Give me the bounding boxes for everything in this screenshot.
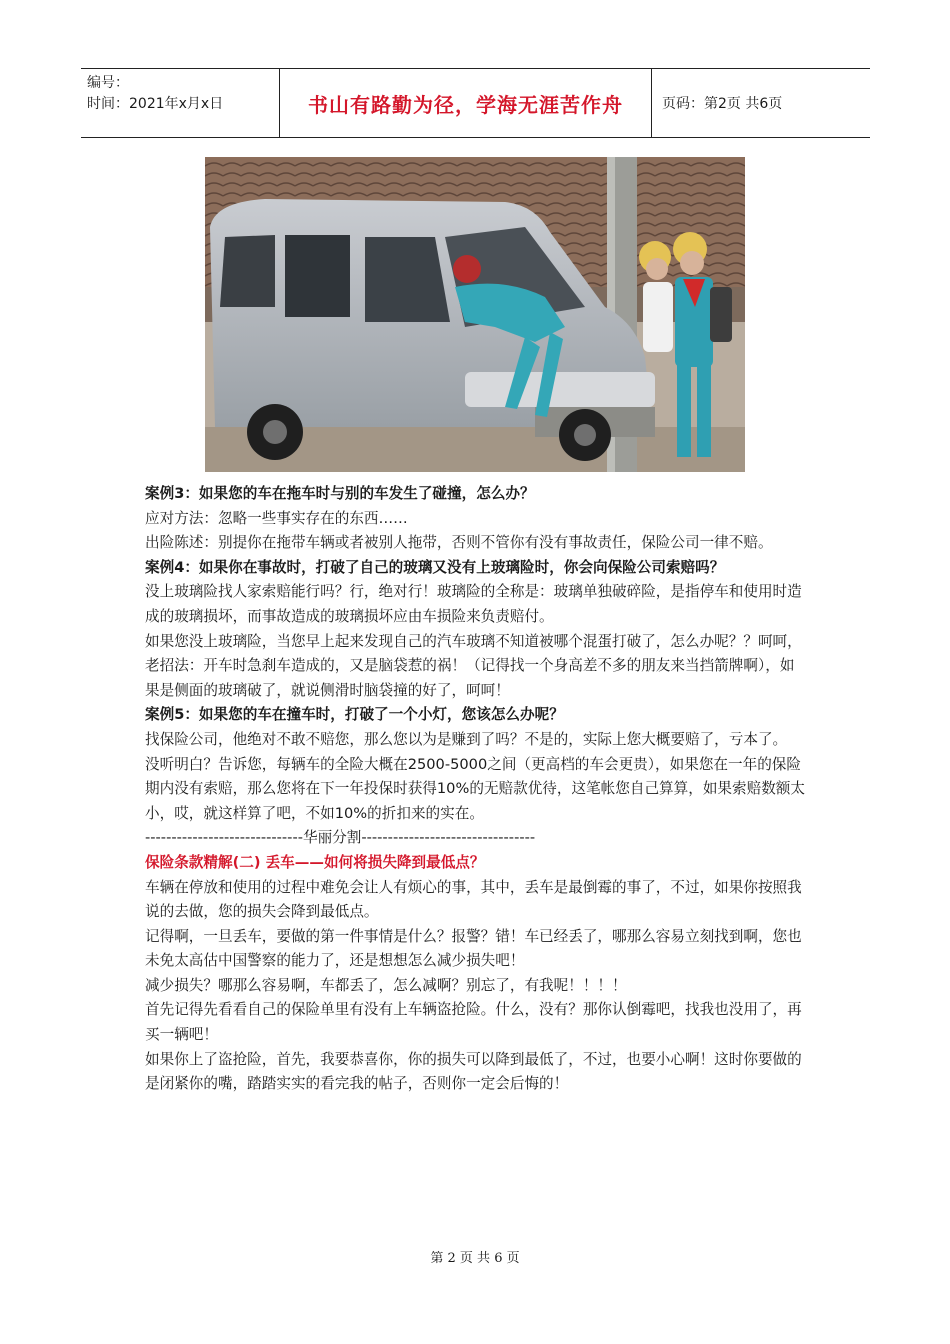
body-paragraph: 如果您没上玻璃险，当您早上起来发现自己的汽车玻璃不知道被哪个混蛋打破了，怎么办呢？？呵呵，老招法：开车时急刹车造成的，又是脑袋惹的祸！（记得找一个身高差不多的朋友来当挡箭牌啊），如果是侧面的玻璃破了，就说侧滑时脑袋撞的好了，呵呵！ <box>145 632 802 699</box>
body-paragraph: ------------------------------华丽分割--------------------------------- <box>145 829 536 847</box>
header-page-number: 页码：第2页 共6页 <box>662 96 783 112</box>
body-paragraph: 没上玻璃险找人家索赔能行吗？行，绝对行！玻璃险的全称是：玻璃单独破碎险，是指停车和使用时造成的玻璃损坏，而事故造成的玻璃损坏应由车损险来负责赔付。 <box>145 583 802 625</box>
page-footer: 第 2 页 共 6 页 <box>430 1251 520 1266</box>
header-motto-cell <box>280 69 652 137</box>
body-paragraph: 没听明白？告诉您，每辆车的全险大概在2500-5000之间（更高档的车会更贵），如果您在一年的保险期内没有索赔，那么您将在下一年投保时获得10%的无赔款优待，这笔帐您自己算算，如果索赔数额太小，哎，就这样算了吧，不如10%的折扣来的实在。 <box>145 755 805 822</box>
case-heading: 案例3：如果您的车在拖车时与别的车发生了碰撞，怎么办？ <box>145 485 535 502</box>
case-heading: 案例5：如果您的车在撞车时，打破了一个小灯，您该怎么办呢？ <box>145 706 564 724</box>
van-crash-illustration <box>205 157 745 472</box>
header-number: 编号： <box>87 75 129 91</box>
body-paragraph: 车辆在停放和使用的过程中难免会让人有烦心的事，其中，丢车是最倒霉的事了，不过，如果你按照我说的去做，您的损失会降到最低点。 <box>145 878 802 921</box>
header-meta <box>81 69 280 137</box>
body-paragraph: 找保险公司，他绝对不敢不赔您，那么您以为是赚到了吗？不是的，实际上您大概要赔了，亏本了。 <box>145 730 788 748</box>
accident-photo <box>205 157 745 472</box>
header-page-cell <box>652 69 870 137</box>
header-motto: 书山有路勤为径，学海无涯苦作舟 <box>308 92 623 117</box>
body-paragraph: 减少损失？哪那么容易啊，车都丢了，怎么减啊？别忘了，有我呢！！！！ <box>145 976 627 994</box>
body-paragraph: 首先记得先看看自己的保险单里有没有上车辆盗抢险。什么，没有？那你认倒霉吧，找我也没用了，再买一辆吧！ <box>145 1001 802 1044</box>
body-paragraph: 应对方法：忽略一些事实存在的东西…… <box>145 509 408 527</box>
header-date: 时间：2021年x月x日 <box>87 96 224 112</box>
page-header <box>81 68 870 138</box>
body-paragraph: 记得啊，一旦丢车，要做的第一件事情是什么？报警？错！车已经丢了，哪那么容易立刻找到啊，您也未免太高估中国警察的能力了，还是想想怎么减少损失吧！ <box>145 927 802 970</box>
section-heading: 保险条款精解(二) 丢车——如何将损失降到最低点？ <box>145 853 485 871</box>
case-heading: 案例4：如果你在事故时，打破了自己的玻璃又没有上玻璃险时，你会向保险公司索赔吗？ <box>145 558 725 576</box>
body-paragraph: 出险陈述：别提你在拖带车辆或者被别人拖带，否则不管你有没有事故责任，保险公司一律不赔。 <box>145 534 773 552</box>
article-body <box>145 482 805 1097</box>
body-paragraph: 如果你上了盗抢险，首先，我要恭喜你，你的损失可以降到最低了，不过，也要小心啊！这时你要做的是闭紧你的嘴，踏踏实实的看完我的帖子，否则你一定会后悔的！ <box>145 1050 802 1093</box>
